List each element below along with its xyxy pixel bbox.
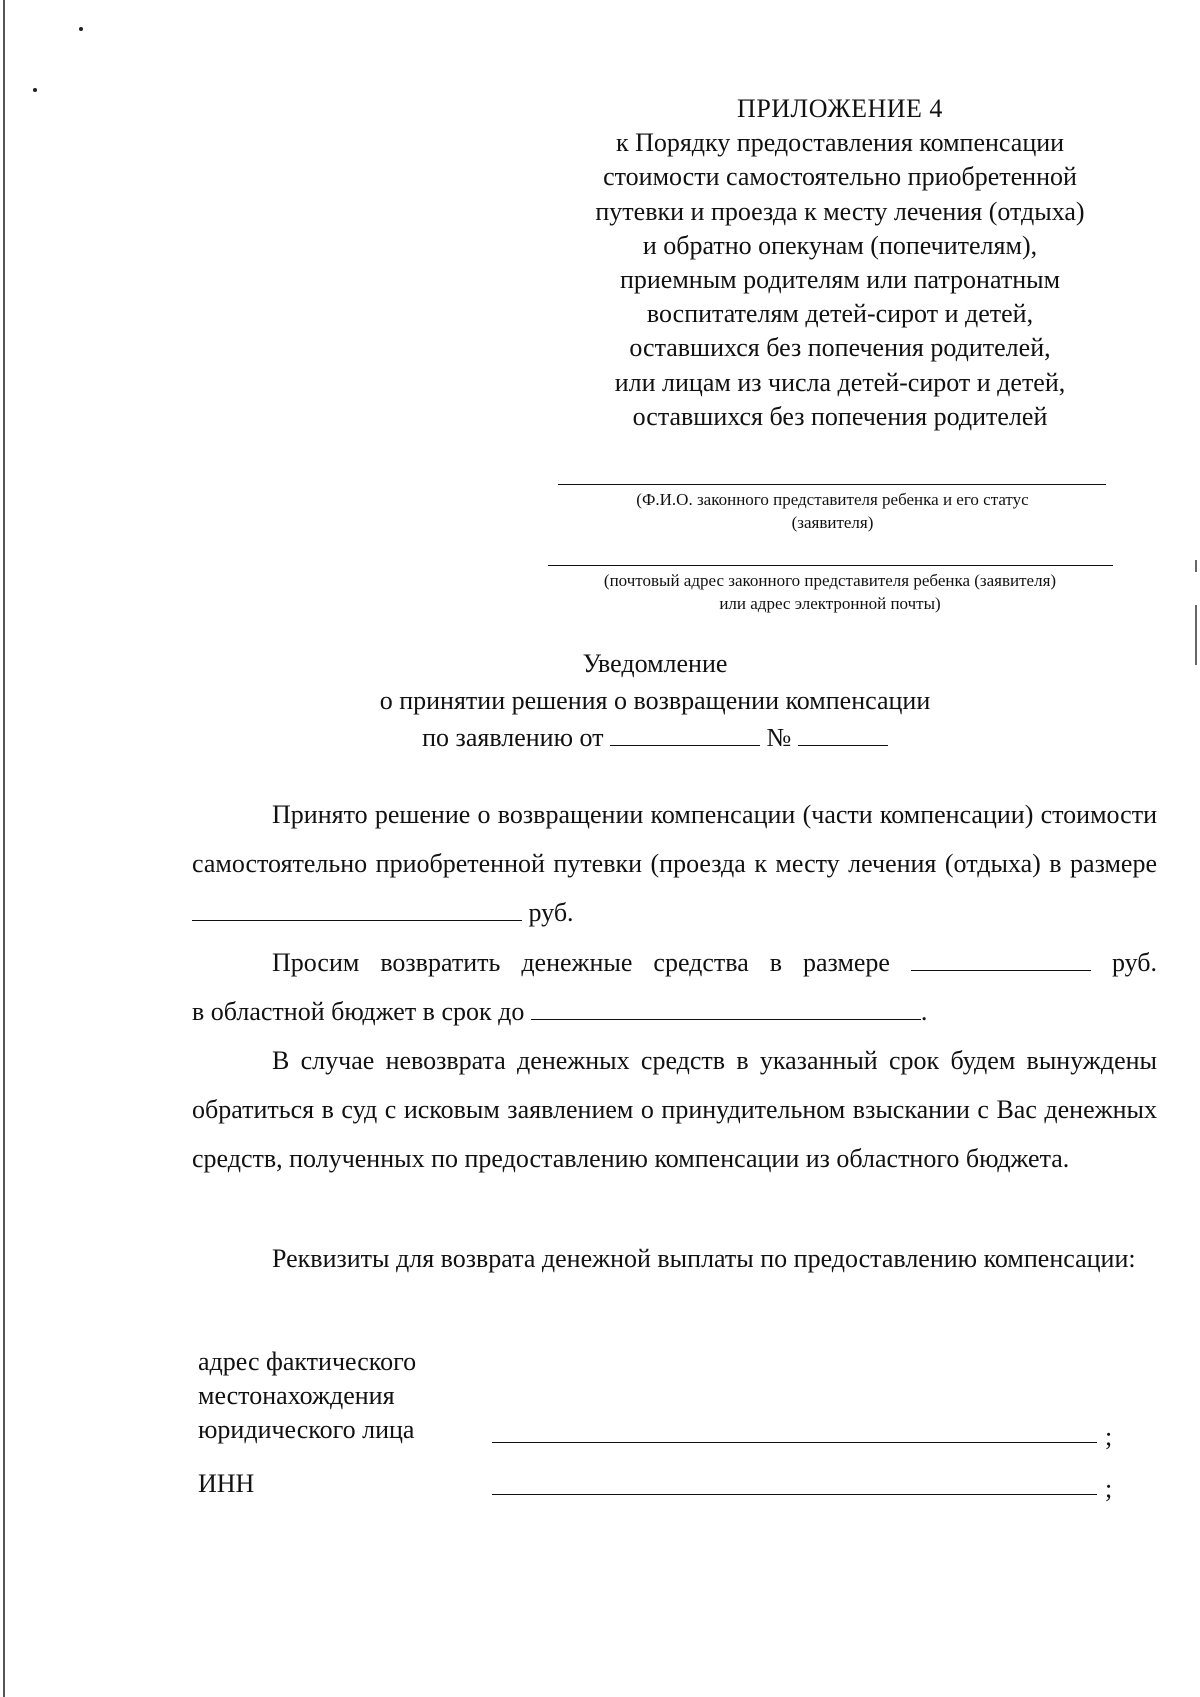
requisite-address-field[interactable]: [492, 1442, 1097, 1443]
deadline-blank[interactable]: [531, 995, 921, 1020]
semicolon: ;: [1105, 1474, 1113, 1503]
paragraph-warning: [192, 1036, 1157, 1183]
appendix-line: оставшихся без попечения родителей: [632, 401, 1048, 431]
page-right-mark: [1195, 560, 1197, 572]
scan-speck: [33, 88, 37, 92]
appendix-line: путевки и проезда к месту лечения (отдыха): [595, 196, 1085, 226]
application-date-blank[interactable]: [610, 723, 760, 746]
paragraph-text: В случае невозврата денежных средств в указанный срок будем вынуждены обратиться в суд с исковым заявлением о принудительном взыскании с Вас денежных средств, полученных по предоставлению компенсации из областного бюджета.: [192, 1046, 1157, 1173]
requisite-inn-field[interactable]: [492, 1494, 1097, 1495]
applicant-address-caption: [550, 569, 1110, 615]
label-line: адрес фактического: [198, 1347, 417, 1376]
label-line: местонахождения: [198, 1381, 395, 1410]
currency-unit: руб.: [1111, 948, 1158, 977]
caption-line: (заявителя): [791, 513, 874, 532]
paragraph-text: Реквизиты для возврата денежной выплаты по предоставлению компенсации:: [272, 1244, 1136, 1273]
appendix-line: стоимости самостоятельно приобретенной: [603, 162, 1077, 192]
caption-line: или адрес электронной почты): [719, 594, 941, 613]
requisite-inn-label: ИНН: [198, 1469, 255, 1498]
paragraph-request: [192, 938, 1157, 987]
appendix-line: или лицам из числа детей-сирот и детей,: [614, 367, 1066, 397]
applicant-name-line[interactable]: [558, 484, 1106, 485]
notice-title: Уведомление: [582, 649, 728, 678]
applicant-name-caption: [560, 488, 1105, 534]
notice-reference: [330, 719, 980, 756]
scan-speck: [79, 27, 83, 31]
semicolon: ;: [1105, 1422, 1113, 1451]
paragraph-requisites: [192, 1234, 1157, 1283]
period-mark: .: [920, 997, 928, 1026]
appendix-line: к Порядку предоставления компенсации: [615, 128, 1065, 158]
paragraph-text: в областной бюджет в срок до: [192, 997, 525, 1026]
refund-amount-blank[interactable]: [911, 946, 1091, 971]
notice-subtitle: о принятии решения о возвращении компенсации: [379, 686, 931, 715]
page-left-edge: [3, 0, 5, 1697]
notice-heading: [330, 645, 980, 756]
compensation-amount-blank[interactable]: [192, 896, 522, 921]
paragraph-text: Просим возвратить денежные средства в размере: [272, 948, 890, 977]
appendix-title: ПРИЛОЖЕНИЕ 4: [737, 94, 943, 123]
label-line: юридического лица: [198, 1415, 415, 1444]
paragraph-request-deadline: [192, 987, 1157, 1036]
notice-ref-prefix: по заявлению от: [422, 723, 604, 752]
currency-unit: руб.: [528, 898, 574, 927]
notice-ref-number: №: [766, 723, 792, 752]
caption-line: (Ф.И.О. законного представителя ребенка и его статус: [636, 490, 1029, 509]
application-number-blank[interactable]: [798, 723, 888, 746]
requisite-address-label: [198, 1345, 498, 1447]
page-right-mark: [1195, 605, 1197, 665]
paragraph-text: Принято решение о возвращении компенсации (части компенсации) стоимости самостоятельно приобретенной путевки (проезда к месту лечения (отдыха) в размере: [192, 800, 1157, 878]
appendix-header: [560, 92, 1120, 434]
applicant-address-line[interactable]: [548, 565, 1113, 566]
appendix-line: воспитателям детей-сирот и детей,: [646, 299, 1034, 329]
appendix-line: приемным родителям или патронатным: [619, 265, 1061, 295]
caption-line: (почтовый адрес законного представителя ребенка (заявителя): [603, 571, 1057, 590]
appendix-line: оставшихся без попечения родителей,: [629, 333, 1051, 363]
paragraph-decision: [192, 790, 1157, 937]
appendix-line: и обратно опекунам (попечителям),: [642, 230, 1038, 260]
